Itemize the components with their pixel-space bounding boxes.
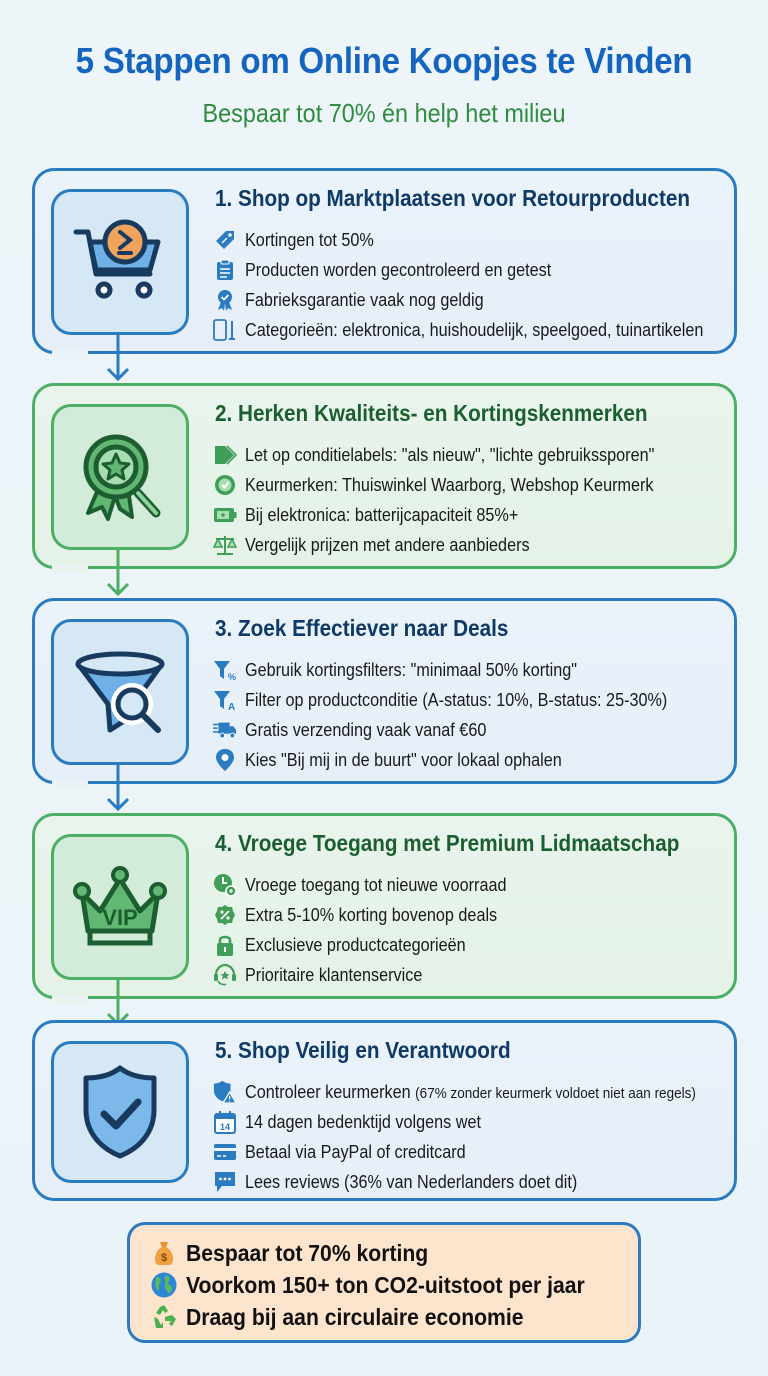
list-item: Vroege toegang tot nieuwe voorraad (213, 870, 536, 900)
step-bullet-list (213, 1077, 746, 1197)
step-1-card (32, 168, 737, 354)
arrow-down-icon (103, 550, 133, 600)
step-4-card (32, 813, 737, 999)
label-tag-icon (213, 443, 237, 467)
step-title: 2. Herken Kwaliteits- en Kortingskenmerken (215, 400, 648, 426)
list-item: Exclusieve productcategorieën (213, 930, 536, 960)
svg-text:%: % (228, 672, 237, 681)
clock-plus-icon (213, 873, 237, 897)
list-item: Kies "Bij mij in de buurt" voor lokaal ophalen (213, 745, 714, 775)
list-item: Vergelijk prijzen met andere aanbieders (213, 530, 700, 560)
summary-item: Draag bij aan circulaire economie (150, 1301, 638, 1333)
list-item: Fabrieksgarantie vaak nog geldig (213, 285, 754, 315)
shield-warning-icon (213, 1080, 237, 1104)
summary-box (127, 1222, 641, 1343)
connector-gap (52, 565, 88, 573)
discount-badge-icon (213, 903, 237, 927)
list-item: A Filter op productconditie (A-status: 10%, B-status: 25-30%) (213, 685, 714, 715)
list-item: Keurmerken: Thuiswinkel Waarborg, Webshop Keurmerk (213, 470, 700, 500)
money-bag-icon (150, 1239, 178, 1267)
calendar-14-icon (213, 1110, 237, 1134)
funnel-search-icon (51, 619, 189, 765)
step-title: 3. Zoek Effectiever naar Deals (215, 615, 509, 641)
warranty-badge-icon (213, 288, 237, 312)
summary-item: $ Bespaar tot 70% korting (150, 1237, 638, 1269)
list-item: Prioritaire klantenservice (213, 960, 536, 990)
credit-card-icon (213, 1140, 237, 1164)
shield-check-icon (51, 1041, 189, 1183)
step-3-card (32, 598, 737, 784)
list-item: Extra 5-10% korting bovenop deals (213, 900, 536, 930)
recycle-icon (150, 1303, 178, 1331)
clipboard-checklist-icon (213, 258, 237, 282)
list-item: 14 14 dagen bedenktijd volgens wet (213, 1107, 746, 1137)
arrow-down-icon (103, 765, 133, 815)
svg-text:14: 14 (219, 1122, 231, 1132)
svg-text:$: $ (160, 1252, 168, 1264)
price-tag-icon (213, 228, 237, 252)
filter-percent-icon (213, 658, 237, 682)
battery-icon (213, 503, 237, 527)
step-5-card (32, 1020, 737, 1201)
globe-icon (150, 1271, 178, 1299)
filter-grade-icon (213, 688, 237, 712)
chat-bubble-icon (213, 1170, 237, 1194)
phone-and-tool-icon (213, 318, 237, 342)
location-pin-icon (213, 748, 237, 772)
list-item: Betaal via PayPal of creditcard (213, 1137, 746, 1167)
list-item: Categorieën: elektronica, huishoudelijk, speelgoed, tuinartikelen (213, 315, 754, 345)
support-star-icon (213, 963, 237, 987)
list-item: Producten worden gecontroleerd en getest (213, 255, 754, 285)
list-item: % Gebruik kortingsfilters: "minimaal 50% korting" (213, 655, 714, 685)
delivery-truck-icon (213, 718, 237, 742)
svg-text:VIP: VIP (102, 905, 138, 930)
step-bullet-list (213, 225, 754, 345)
list-item: Let op conditielabels: "als nieuw", "lichte gebruikssporen" (213, 440, 700, 470)
step-title: 1. Shop op Marktplaatsen voor Retourproducten (215, 185, 691, 211)
shopping-cart-icon (51, 189, 189, 335)
arrow-down-icon (103, 335, 133, 385)
summary-item: Voorkom 150+ ton CO2-uitstoot per jaar (150, 1269, 638, 1301)
connector-gap (52, 350, 88, 358)
step-bullet-list (213, 655, 714, 775)
step-title: 5. Shop Veilig en Verantwoord (215, 1037, 511, 1063)
vip-crown-icon (51, 834, 189, 980)
step-bullet-list (213, 870, 536, 990)
list-item: Kortingen tot 50% (213, 225, 754, 255)
page-title: 5 Stappen om Online Koopjes te Vinden (75, 40, 693, 81)
connector-gap (52, 995, 88, 1003)
step-title: 4. Vroege Toegang met Premium Lidmaatschap (215, 830, 680, 856)
padlock-icon (213, 933, 237, 957)
step-bullet-list (213, 440, 700, 560)
list-item: Bij elektronica: batterijcapaciteit 85%+ (213, 500, 700, 530)
list-item: Lees reviews (36% van Nederlanders doet dit) (213, 1167, 746, 1197)
connector-gap (52, 780, 88, 788)
list-item: Gratis verzending vaak vanaf €60 (213, 715, 714, 745)
award-magnifier-icon (51, 404, 189, 550)
scales-icon (213, 533, 237, 557)
svg-text:A: A (228, 702, 236, 711)
list-item: Controleer keurmerken (67% zonder keurmerk voldoet niet aan regels) (213, 1077, 746, 1107)
step-2-card (32, 383, 737, 569)
verified-seal-icon (213, 473, 237, 497)
bullet-note: (67% zonder keurmerk voldoet niet aan regels) (415, 1084, 696, 1102)
page-subtitle: Bespaar tot 70% én help het milieu (202, 98, 566, 128)
